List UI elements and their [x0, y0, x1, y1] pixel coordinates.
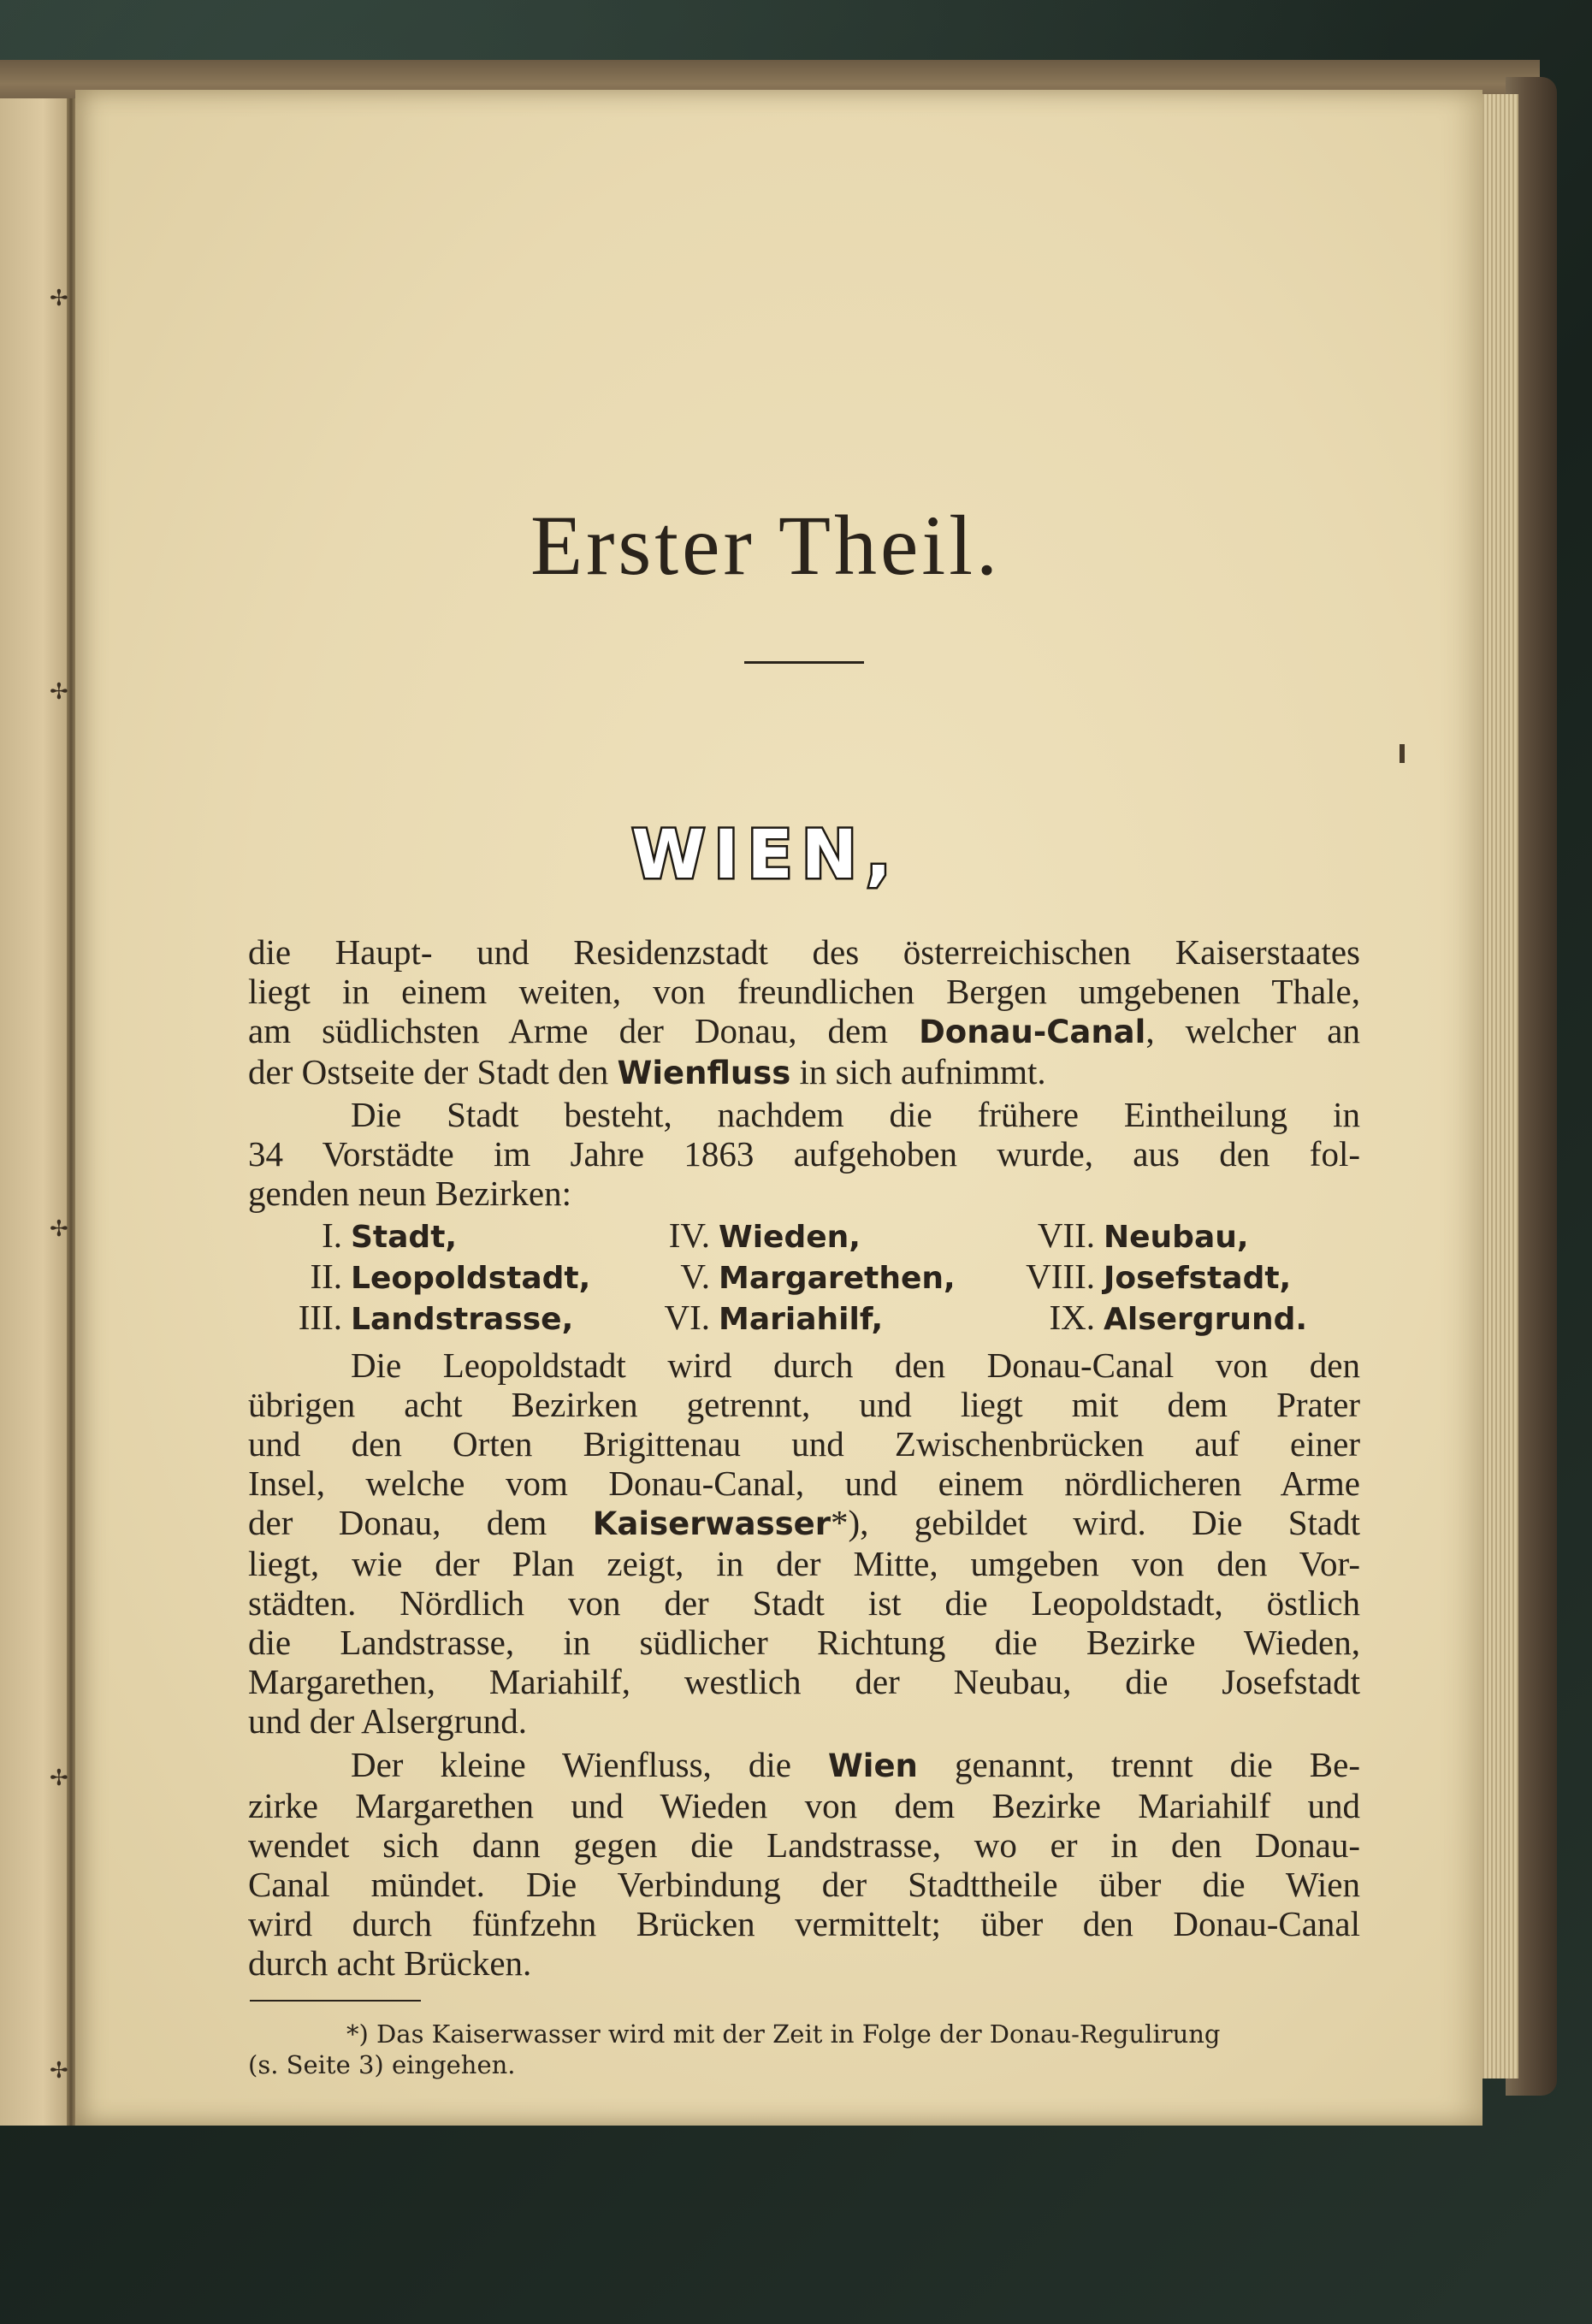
text-line: zirke Margarethen und Wieden von dem Bezirke Mariahilf und — [248, 1786, 1360, 1825]
district-entry: VII. Neubau, — [1037, 1215, 1249, 1255]
text-line: wendet sich dann gegen die Landstrasse, wo er in den Donau- — [248, 1825, 1360, 1865]
district-entry: VI. Mariahilf, — [664, 1298, 884, 1337]
binding-stitch-icon: ✢ — [50, 1765, 68, 1791]
footnote-line: *) Das Kaiserwasser wird mit der Zeit in Folge der Donau-Regulirung — [346, 2019, 1221, 2049]
ink-mark — [1400, 744, 1405, 763]
city-heading: WIEN, — [631, 817, 900, 894]
text-line: Die Stadt besteht, nachdem die frühere Eintheilung in — [351, 1095, 1360, 1134]
text-line: der Ostseite der Stadt den Wienfluss in sich aufnimmt. — [248, 1052, 1046, 1091]
text-line: übrigen acht Bezirken getrennt, und liegt mit dem Prater — [248, 1385, 1360, 1424]
districts-intro-paragraph — [248, 1095, 1360, 1213]
district-row — [248, 1297, 1360, 1338]
footnote-rule — [250, 2000, 421, 2002]
footnote — [248, 2019, 1360, 2080]
text-line: städten. Nördlich von der Stadt ist die Leopoldstadt, östlich — [248, 1583, 1360, 1623]
emphasis-term: Wien — [827, 1747, 918, 1784]
district-list — [248, 1215, 1360, 1338]
leopoldstadt-paragraph — [248, 1345, 1360, 1741]
wienfluss-paragraph — [248, 1745, 1360, 1983]
text-line: die Landstrasse, in südlicher Richtung die Bezirke Wieden, — [248, 1623, 1360, 1662]
binding-stitch-icon: ✢ — [50, 679, 68, 705]
text-line: 34 Vorstädte im Jahre 1863 aufgehoben wurde, aus den fol- — [248, 1134, 1360, 1174]
binding-stitch-icon: ✢ — [50, 1216, 68, 1242]
text-line: am südlichsten Arme der Donau, dem Donau-Canal, welcher an — [248, 1011, 1360, 1050]
district-entry: I. Stadt, — [322, 1215, 458, 1255]
left-page-sliver — [0, 98, 72, 2126]
text-line: Die Leopoldstadt wird durch den Donau-Canal von den — [351, 1345, 1360, 1385]
text-line: Der kleine Wienfluss, die Wien genannt, trennt die Be- — [351, 1745, 1360, 1784]
text-line: und der Alsergrund. — [248, 1701, 528, 1741]
text-line: durch acht Brücken. — [248, 1943, 532, 1983]
text-line: Margarethen, Mariahilf, westlich der Neubau, die Josefstadt — [248, 1662, 1360, 1701]
emphasis-term: Donau-Canal — [919, 1014, 1146, 1050]
district-row — [248, 1256, 1360, 1297]
binding-stitch-icon: ✢ — [50, 2058, 68, 2084]
text-line: wird durch fünfzehn Brücken vermittelt; über den Donau-Canal — [248, 1904, 1360, 1943]
text-line: liegt, wie der Plan zeigt, in der Mitte, umgeben von den Vor- — [248, 1544, 1360, 1583]
text-line: Canal mündet. Die Verbindung der Stadttheile über die Wien — [248, 1865, 1360, 1904]
district-entry: IV. Wieden, — [668, 1215, 861, 1255]
text-line: die Haupt- und Residenzstadt des österreichischen Kaiserstaates — [248, 932, 1360, 972]
district-entry: II. Leopoldstadt, — [310, 1257, 591, 1296]
intro-paragraph — [248, 932, 1360, 1093]
text-line: liegt in einem weiten, von freundlichen Bergen umgebenen Thale, — [248, 972, 1360, 1011]
part-title: Erster Theil. — [530, 498, 1001, 593]
district-entry: IX. Alsergrund. — [1049, 1298, 1308, 1337]
district-entry: V. Margarethen, — [680, 1257, 956, 1296]
footnote-line: (s. Seite 3) eingehen. — [248, 2050, 516, 2079]
district-row — [248, 1215, 1360, 1256]
book-gutter — [67, 98, 75, 2126]
district-entry: III. Landstrasse, — [298, 1298, 574, 1337]
binding-stitch-icon: ✢ — [50, 286, 68, 311]
text-line: der Donau, dem Kaiserwasser*), gebildet wird. Die Stadt — [248, 1503, 1361, 1542]
emphasis-term: Kaiserwasser — [592, 1505, 831, 1542]
text-line: und den Orten Brigittenau und Zwischenbrücken auf einer — [248, 1424, 1360, 1464]
text-line: Insel, welche vom Donau-Canal, und einem nördlicheren Arme — [248, 1464, 1360, 1503]
title-rule — [744, 661, 864, 664]
text-line: genden neun Bezirken: — [248, 1174, 571, 1213]
book-page — [75, 90, 1483, 2126]
emphasis-term: Wienfluss — [617, 1055, 791, 1091]
district-entry: VIII. Josefstadt, — [1026, 1257, 1292, 1296]
